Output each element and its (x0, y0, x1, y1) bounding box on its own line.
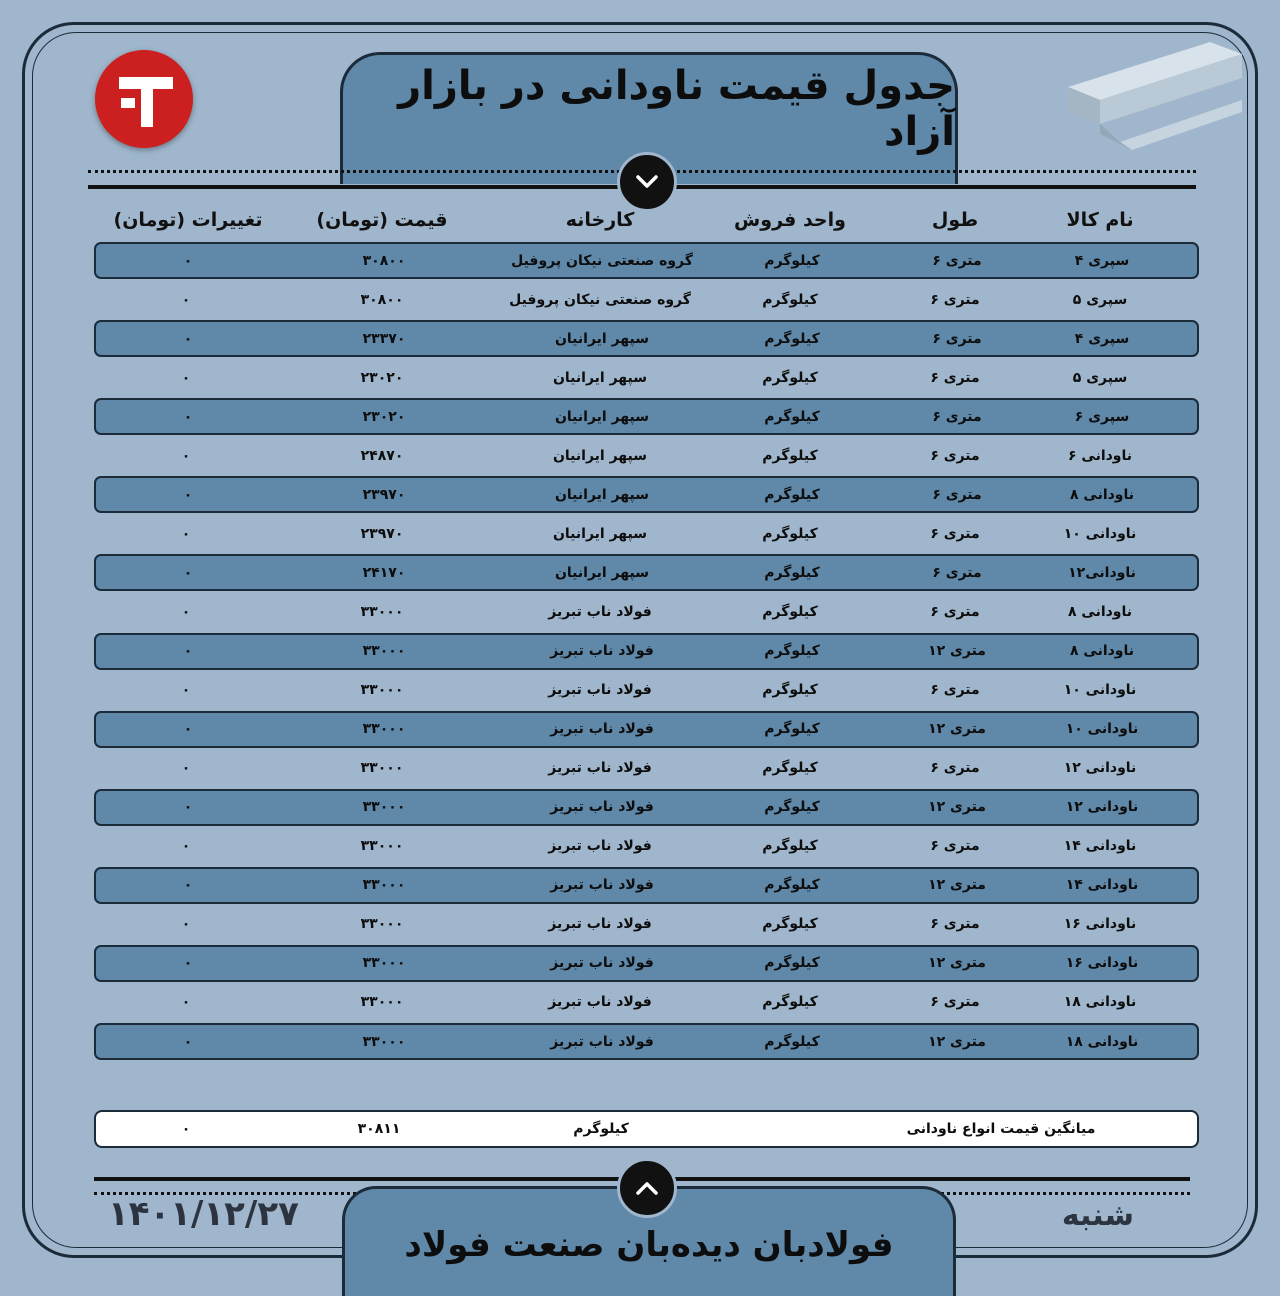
cell-name: ناودانی ۱۲ (1063, 760, 1137, 777)
cell-name: سپری ۵ (1072, 369, 1128, 386)
cell-price: ۳۳۰۰۰ (360, 760, 404, 777)
cell-name: ناودانی ۱۶ (1063, 916, 1137, 933)
cell-name: ناودانی ۱۸ (1065, 1033, 1139, 1050)
cell-length: متری ۱۲ (928, 643, 986, 659)
cell-change: ۰ (181, 838, 191, 855)
table-row (94, 359, 1199, 396)
cell-factory: فولاد ناب تبریز (548, 760, 652, 777)
cell-factory: فولاد ناب تبریز (550, 721, 654, 738)
cell-factory: سپهر ایرانیان (554, 486, 650, 503)
cell-change: ۰ (183, 252, 193, 269)
cell-change: ۰ (181, 291, 191, 308)
cell-unit: کیلوگرم (762, 760, 818, 777)
cell-factory: سپهر ایرانیان (552, 369, 648, 386)
logo-icon (95, 50, 193, 148)
cell-change: ۰ (183, 643, 193, 659)
cell-price: ۲۳۹۷۰ (362, 486, 406, 503)
cell-price: ۲۳۰۲۰ (360, 369, 404, 386)
table-row (94, 398, 1199, 435)
cell-price: ۳۳۰۰۰ (362, 1033, 406, 1050)
cell-name: ناودانی ۱۸ (1063, 994, 1137, 1011)
table-row (94, 320, 1199, 357)
cell-change: ۰ (183, 330, 193, 347)
expand-button[interactable] (617, 1158, 677, 1218)
cell-factory: گروه صنعتی نیکان پروفیل (509, 291, 691, 308)
cell-name: ناودانی ۶ (1067, 447, 1133, 464)
cell-price: ۳۳۰۰۰ (362, 955, 406, 972)
average-unit: کیلوگرم (573, 1121, 629, 1137)
cell-unit: کیلوگرم (764, 330, 820, 347)
cell-factory: سپهر ایرانیان (554, 408, 650, 425)
table-row (94, 945, 1199, 982)
cell-price: ۳۳۰۰۰ (362, 721, 406, 738)
chevron-up-icon (635, 1180, 659, 1196)
cell-name: ناودانی ۱۰ (1065, 721, 1139, 738)
cell-name: ناودانی ۱۰ (1063, 682, 1137, 698)
cell-price: ۲۳۹۷۰ (360, 525, 404, 542)
cell-factory: فولاد ناب تبریز (548, 604, 652, 620)
cell-length: متری ۶ (930, 760, 980, 777)
header-unit: واحد فروش (734, 209, 846, 231)
table-row (94, 242, 1199, 279)
cell-factory: فولاد ناب تبریز (550, 1033, 654, 1050)
cell-name: سپری ۵ (1072, 291, 1128, 308)
table-row (94, 1023, 1199, 1060)
cell-factory: فولاد ناب تبریز (548, 916, 652, 933)
cell-name: ناودانی ۱۴ (1065, 877, 1139, 894)
cell-factory: گروه صنعتی نیکان پروفیل (511, 252, 693, 269)
table-row (94, 750, 1199, 787)
cell-factory: فولاد ناب تبریز (548, 994, 652, 1011)
cell-price: ۲۳۳۷۰ (362, 330, 406, 347)
cell-unit: کیلوگرم (764, 799, 820, 816)
steel-channel-icon (1060, 42, 1250, 152)
cell-change: ۰ (183, 799, 193, 816)
cell-length: متری ۱۲ (928, 721, 986, 738)
cell-unit: کیلوگرم (762, 525, 818, 542)
cell-factory: سپهر ایرانیان (554, 564, 650, 581)
cell-unit: کیلوگرم (764, 564, 820, 581)
day-label: شنبه (1061, 1198, 1134, 1233)
cell-length: متری ۱۲ (928, 877, 986, 894)
cell-unit: کیلوگرم (762, 916, 818, 933)
cell-change: ۰ (183, 721, 193, 738)
cell-change: ۰ (183, 877, 193, 894)
cell-price: ۳۳۰۰۰ (360, 916, 404, 933)
cell-factory: سپهر ایرانیان (554, 330, 650, 347)
cell-name: ناودانی ۱۲ (1065, 799, 1139, 816)
average-change: ۰ (181, 1121, 191, 1137)
cell-price: ۳۳۰۰۰ (362, 643, 406, 659)
average-price: ۳۰۸۱۱ (357, 1121, 401, 1137)
cell-change: ۰ (181, 994, 191, 1011)
cell-name: ناودانی ۸ (1069, 486, 1135, 503)
page-title: جدول قیمت ناودانی در بازار آزاد (398, 62, 955, 155)
cell-name: سپری ۶ (1074, 408, 1130, 425)
cell-price: ۳۳۰۰۰ (362, 877, 406, 894)
cell-factory: فولاد ناب تبریز (548, 682, 652, 698)
cell-unit: کیلوگرم (764, 486, 820, 503)
cell-name: سپری ۴ (1074, 330, 1130, 347)
table-row (94, 515, 1199, 552)
cell-price: ۳۳۰۰۰ (360, 682, 404, 698)
cell-length: متری ۶ (932, 408, 982, 425)
table-row (94, 867, 1199, 904)
header-factory: کارخانه (565, 209, 635, 231)
cell-change: ۰ (181, 525, 191, 542)
cell-factory: فولاد ناب تبریز (550, 877, 654, 894)
table-row (94, 711, 1199, 748)
cell-unit: کیلوگرم (762, 994, 818, 1011)
table-row (94, 789, 1199, 826)
average-row (94, 1110, 1199, 1148)
cell-price: ۳۳۰۰۰ (360, 604, 404, 620)
header-length: طول (931, 209, 979, 231)
cell-length: متری ۶ (932, 252, 982, 269)
cell-price: ۳۳۰۰۰ (362, 799, 406, 816)
cell-price: ۳۳۰۰۰ (360, 994, 404, 1011)
cell-unit: کیلوگرم (764, 721, 820, 738)
cell-unit: کیلوگرم (762, 369, 818, 386)
chevron-down-icon (635, 174, 659, 190)
cell-name: سپری ۴ (1074, 252, 1130, 269)
cell-length: متری ۶ (930, 291, 980, 308)
cell-change: ۰ (181, 760, 191, 777)
header-change: تغییرات (تومان) (113, 209, 263, 231)
cell-length: متری ۶ (932, 486, 982, 503)
cell-change: ۰ (181, 369, 191, 386)
cell-unit: کیلوگرم (764, 877, 820, 894)
cell-length: متری ۶ (932, 330, 982, 347)
cell-length: متری ۶ (930, 604, 980, 620)
cell-change: ۰ (183, 564, 193, 581)
cell-length: متری ۱۲ (928, 955, 986, 972)
cell-unit: کیلوگرم (764, 408, 820, 425)
footer-brand: فولادبان دیده‌بان صنعت فولاد (404, 1225, 894, 1265)
header-price: قیمت (تومان) (316, 209, 448, 231)
cell-price: ۲۳۰۲۰ (362, 408, 406, 425)
table-row (94, 672, 1199, 709)
cell-name: ناودانی ۱۶ (1065, 955, 1139, 972)
cell-unit: کیلوگرم (764, 955, 820, 972)
table-row (94, 281, 1199, 318)
cell-factory: فولاد ناب تبریز (550, 799, 654, 816)
cell-name: ناودانی ۱۰ (1063, 525, 1137, 542)
cell-factory: سپهر ایرانیان (552, 525, 648, 542)
table-row (94, 984, 1199, 1021)
cell-unit: کیلوگرم (762, 682, 818, 698)
cell-length: متری ۱۲ (928, 1033, 986, 1050)
cell-name: ناودانی۱۲ (1068, 564, 1136, 581)
cell-unit: کیلوگرم (762, 838, 818, 855)
cell-name: ناودانی ۸ (1069, 643, 1135, 659)
cell-price: ۲۴۸۷۰ (360, 447, 404, 464)
cell-change: ۰ (181, 682, 191, 698)
cell-unit: کیلوگرم (764, 252, 820, 269)
table-row (94, 906, 1199, 943)
table-row (94, 476, 1199, 513)
table-row (94, 437, 1199, 474)
cell-length: متری ۶ (930, 369, 980, 386)
collapse-button[interactable] (617, 152, 677, 212)
cell-length: متری ۶ (930, 838, 980, 855)
cell-length: متری ۶ (930, 682, 980, 698)
cell-length: متری ۶ (930, 525, 980, 542)
cell-unit: کیلوگرم (762, 604, 818, 620)
cell-unit: کیلوگرم (762, 291, 818, 308)
cell-change: ۰ (183, 486, 193, 503)
cell-price: ۲۴۱۷۰ (362, 564, 406, 581)
cell-name: ناودانی ۸ (1067, 604, 1133, 620)
table-row (94, 828, 1199, 865)
cell-length: متری ۶ (932, 564, 982, 581)
cell-price: ۳۰۸۰۰ (360, 291, 404, 308)
average-label: میانگین قیمت انواع ناودانی (906, 1121, 1096, 1137)
cell-price: ۳۳۰۰۰ (360, 838, 404, 855)
table-row (94, 594, 1199, 631)
cell-length: متری ۶ (930, 447, 980, 464)
cell-change: ۰ (183, 408, 193, 425)
cell-length: متری ۱۲ (928, 799, 986, 816)
cell-factory: فولاد ناب تبریز (550, 643, 654, 659)
cell-unit: کیلوگرم (764, 643, 820, 659)
cell-change: ۰ (181, 916, 191, 933)
table-row (94, 554, 1199, 591)
table-row (94, 633, 1199, 670)
cell-name: ناودانی ۱۴ (1063, 838, 1137, 855)
cell-unit: کیلوگرم (762, 447, 818, 464)
cell-unit: کیلوگرم (764, 1033, 820, 1050)
header-name: نام کالا (1066, 209, 1134, 231)
date-label: ۱۴۰۱/۱۲/۲۷ (108, 1194, 299, 1234)
cell-factory: فولاد ناب تبریز (548, 838, 652, 855)
cell-length: متری ۶ (930, 994, 980, 1011)
cell-change: ۰ (181, 604, 191, 620)
cell-factory: فولاد ناب تبریز (550, 955, 654, 972)
cell-length: متری ۶ (930, 916, 980, 933)
cell-factory: سپهر ایرانیان (552, 447, 648, 464)
cell-change: ۰ (183, 1033, 193, 1050)
cell-price: ۳۰۸۰۰ (362, 252, 406, 269)
cell-change: ۰ (183, 955, 193, 972)
cell-change: ۰ (181, 447, 191, 464)
